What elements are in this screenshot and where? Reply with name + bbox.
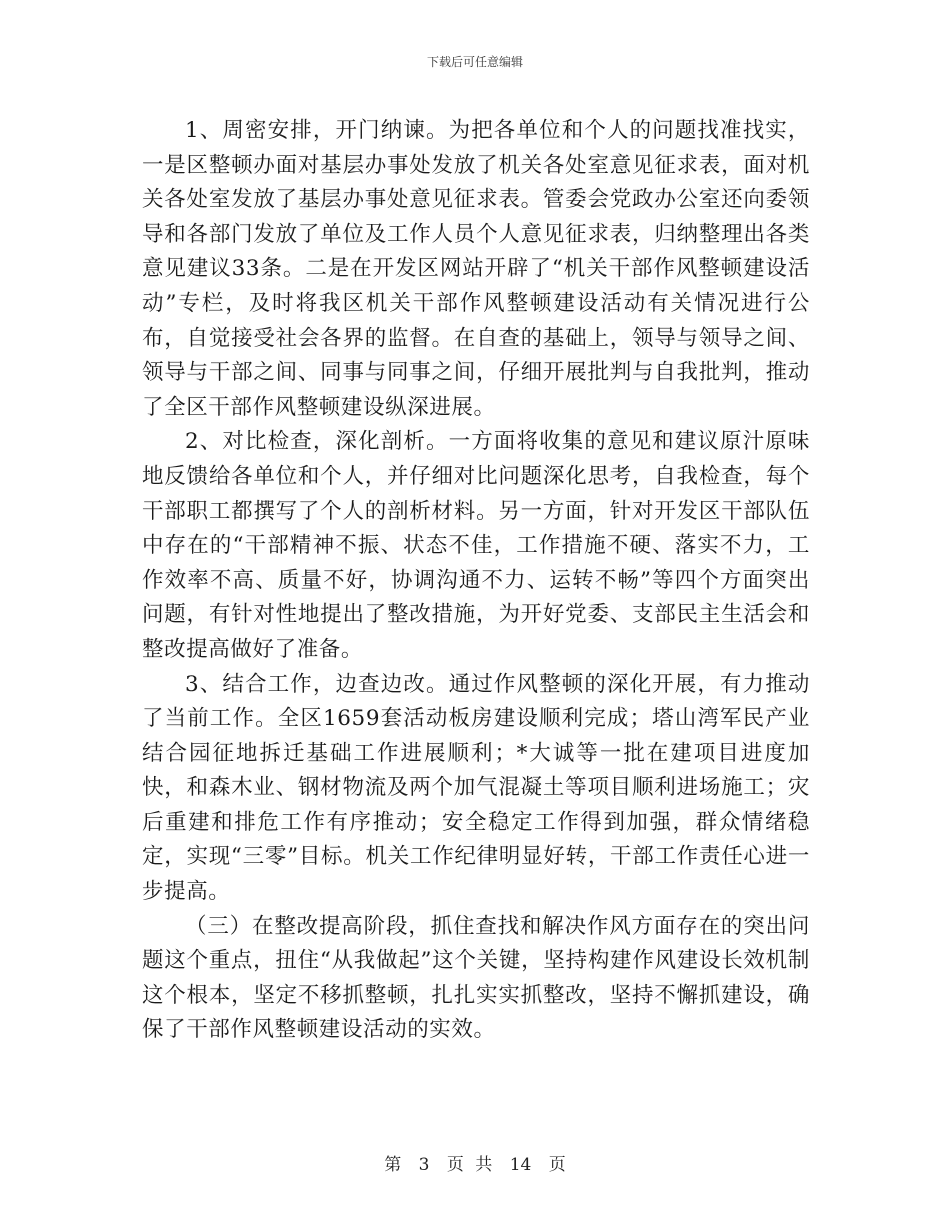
page-footer — [0, 1154, 950, 1176]
footer-prefix: 第 — [384, 1155, 402, 1175]
current-page-number: 3 — [418, 1155, 430, 1175]
paragraph-1: 1、周密安排，开门纳谏。为把各单位和个人的问题找准找实，一是区整顿办面对基层办事处发放了机关各处室意见征求表，面对机关各处室发放了基层办事处意见征求表。管委会党政办公室还向委领导和各部门发放了单位及工作人员个人意见征求表，归纳整理出各类意见建议33条。二是在开发区网站开辟了“机关干部作风整顿建设活动”专栏，及时将我区机关干部作风整顿建设活动有关情况进行公布，自觉接受社会各界的监督。在自查的基础上，领导与领导之间、领导与干部之间、同事与同事之间，仔细开展批判与自我批判，推动了全区干部作风整顿建设纵深进展。 — [142, 118, 810, 420]
footer-suffix: 页 — [548, 1155, 566, 1175]
paragraph-2: 2、对比检查，深化剖析。一方面将收集的意见和建议原汁原味地反馈给各单位和个人，并仔细对比问题深化思考，自我检查，每个干部职工都撰写了个人的剖析材料。另一方面，针对开发区干部队伍中存在的“干部精神不振、状态不佳，工作措施不硬、落实不力，工作效率不高、质量不好，协调沟通不力、运转不畅”等四个方面突出问题，有针对性地提出了整改措施，为开好党委、支部民主生活会和整改提高做好了准备。 — [142, 429, 810, 662]
document-body — [142, 114, 810, 1048]
paragraph-4: （三）在整改提高阶段，抓住查找和解决作风方面存在的突出问题这个重点，扭住“从我做起”这个关键，坚持构建作风建设长效机制这个根本，坚定不移抓整顿，扎扎实实抓整改，坚持不懈抓建设，确保了干部作风整顿建设活动的实效。 — [142, 913, 810, 1043]
total-page-count: 14 — [509, 1155, 532, 1175]
footer-middle: 页 共 — [446, 1155, 493, 1175]
page-header: 下载后可任意编辑 — [426, 55, 523, 69]
paragraph-3: 3、结合工作，边查边改。通过作风整顿的深化开展，有力推动了当前工作。全区1659套活动板房建设顺利完成；塔山湾军民产业结合园征地拆迁基础工作进展顺利；*大诚等一批在建项目进度加快，和森木业、钢材物流及两个加气混凝土等项目顺利进场施工；灾后重建和排危工作有序推动；安全稳定工作得到加强，群众情绪稳定，实现“三零”目标。机关工作纪律明显好转，干部工作责任心进一步提高。 — [142, 671, 810, 905]
